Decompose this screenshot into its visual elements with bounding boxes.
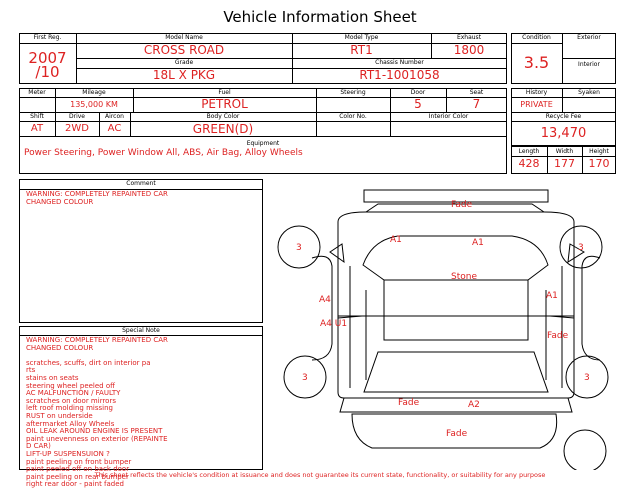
width-value: 177 xyxy=(554,157,575,170)
fuel-value: PETROL xyxy=(201,97,248,111)
chassis-label: Chassis Number xyxy=(375,59,424,66)
condition-value: 3.5 xyxy=(523,53,550,72)
comment-line: WARNING: COMPLETELY REPAINTED CAR xyxy=(26,190,168,198)
mileage-value: 135,000 KM xyxy=(70,100,118,109)
recycle-fee-label: Recycle Fee xyxy=(545,113,582,120)
model-type-label: Model Type xyxy=(344,34,379,41)
special-note-line: stains on seats xyxy=(26,373,79,382)
special-note-label: Special Note xyxy=(122,327,160,334)
seat-label: Seat xyxy=(469,89,484,96)
special-note-line: D CAR) xyxy=(26,442,51,451)
a1-left-mark: A1 xyxy=(390,235,402,245)
a2-mark: A2 xyxy=(468,400,480,410)
recycle-fee-value: 13,470 xyxy=(540,126,587,141)
special-note-line: RUST on underside xyxy=(26,411,93,420)
wheel-fl-mark: 3 xyxy=(296,243,302,253)
meter-label: Meter xyxy=(28,89,46,96)
history-value: PRIVATE xyxy=(520,100,553,109)
condition-label: Condition xyxy=(522,34,551,41)
comment-label: Comment xyxy=(126,180,156,187)
model-name-label: Model Name xyxy=(165,34,203,41)
first-reg-year: 2007 xyxy=(28,49,67,67)
a4-mark: A4 xyxy=(319,295,331,305)
exterior-label: Exterior xyxy=(577,34,601,41)
special-note-line: AC MALFUNCTION / FAULTY xyxy=(26,389,121,398)
car-damage-diagram xyxy=(265,178,625,470)
comment-line: CHANGED COLOUR xyxy=(26,198,94,206)
special-note-line: scratches, scuffs, dirt on interior pa xyxy=(26,358,151,367)
exhaust-value: 1800 xyxy=(453,43,485,57)
special-note-line: left roof molding missing xyxy=(26,404,113,413)
shift-value: AT xyxy=(30,123,44,134)
width-label: Width xyxy=(555,148,574,155)
aircon-value: AC xyxy=(107,123,122,134)
steering-label: Steering xyxy=(340,89,366,96)
fade-front-mark: Fade xyxy=(451,200,473,210)
equipment-label: Equipment xyxy=(246,140,280,147)
model-type: RT1 xyxy=(350,43,373,57)
height-label: Height xyxy=(589,148,609,155)
fade-rear-mark: Fade xyxy=(398,398,420,408)
height-value: 170 xyxy=(588,157,610,170)
model-name: CROSS ROAD xyxy=(143,43,225,57)
mileage-label: Mileage xyxy=(82,89,106,96)
grade-value: 18L X PKG xyxy=(152,68,216,82)
special-note-line: WARNING: COMPLETELY REPAINTED CAR xyxy=(26,336,168,344)
aircon-label: Aircon xyxy=(105,113,124,120)
special-note-line: paint unevenness on exterior (REPAINTE xyxy=(26,434,168,443)
seat-value: 7 xyxy=(472,97,481,111)
drive-label: Drive xyxy=(69,113,85,120)
interior-label: Interior xyxy=(578,61,600,68)
wheel-rr-mark: 3 xyxy=(584,373,590,383)
disclaimer-footer: This sheet reflects the vehicle's condition at issuance and does not guarantee its current state, functionality, or suitability for any purpose xyxy=(94,471,546,479)
spare-wheel xyxy=(564,430,606,470)
a4-u1-mark: A4 U1 xyxy=(320,319,348,329)
a1-right-mark: A1 xyxy=(472,238,484,248)
special-note-line: OIL LEAK AROUND ENGINE IS PRESENT xyxy=(26,427,163,436)
special-note-line: CHANGED COLOUR xyxy=(26,343,94,352)
page-title: Vehicle Information Sheet xyxy=(223,8,417,26)
special-note-line: steering wheel peeled off xyxy=(26,381,115,390)
special-note-line: rts xyxy=(26,366,36,375)
fuel-label: Fuel xyxy=(218,89,231,96)
wheel-fr-mark: 3 xyxy=(578,243,584,253)
fade-back-mark: Fade xyxy=(446,429,468,439)
special-note-line: LIFT-UP SUSPENSUION ? xyxy=(26,449,110,458)
length-value: 428 xyxy=(518,157,540,170)
special-note-list xyxy=(26,337,261,489)
interior-color-label: Interior Color xyxy=(428,113,469,120)
special-note-line: aftermarket Alloy Wheels xyxy=(26,419,115,428)
a1-side-mark: A1 xyxy=(546,291,558,301)
chassis-value: RT1-1001058 xyxy=(359,68,440,82)
stone-mark: Stone xyxy=(451,272,477,282)
drive-value: 2WD xyxy=(65,123,89,134)
special-note-line: paint peeling on rear bumper xyxy=(26,472,129,481)
first-reg-label: First Reg. xyxy=(33,34,62,41)
body-color-label: Body Color xyxy=(206,113,240,120)
first-reg-month: /10 xyxy=(35,63,60,81)
grade-label: Grade xyxy=(174,59,194,66)
special-note-line: paint peeling on front bumper xyxy=(26,457,132,466)
syaken-label: Syaken xyxy=(578,89,600,96)
body-color-value: GREEN(D) xyxy=(192,122,254,136)
special-note-line: right rear door - paint faded xyxy=(26,480,124,489)
wheel-rl-mark: 3 xyxy=(302,373,308,383)
fade-right-door-mark: Fade xyxy=(547,331,569,341)
exhaust-label: Exhaust xyxy=(456,34,482,41)
shift-label: Shift xyxy=(30,113,44,120)
special-note-line: paint peeled off on back door xyxy=(26,465,130,474)
special-note-line: scratches on door mirrors xyxy=(26,396,116,405)
color-no-label: Color No. xyxy=(339,113,367,120)
length-label: Length xyxy=(518,148,540,155)
door-label: Door xyxy=(410,89,426,96)
equipment-value: Power Steering, Power Window All, ABS, Air Bag, Alloy Wheels xyxy=(24,148,303,158)
history-label: History xyxy=(525,89,548,96)
door-value: 5 xyxy=(414,97,422,111)
